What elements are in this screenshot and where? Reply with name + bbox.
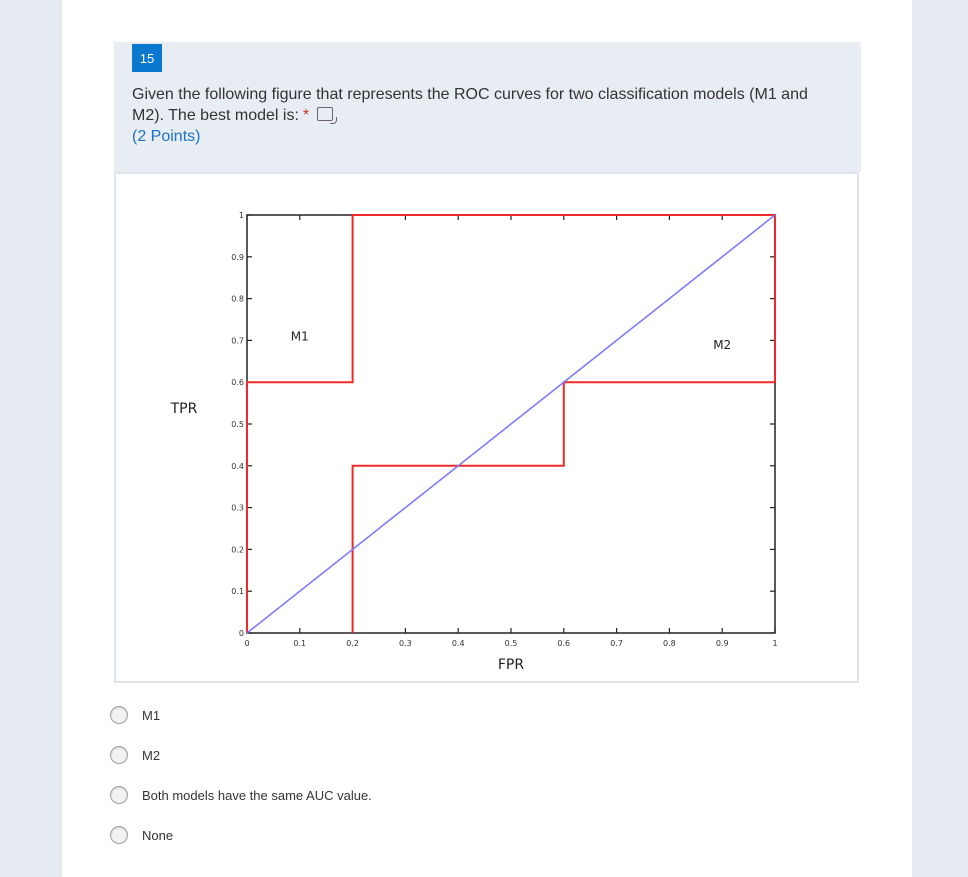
immersive-reader-icon[interactable]: [317, 107, 333, 121]
y-tick-label: 0.9: [231, 252, 244, 262]
x-tick-label: 0.9: [715, 639, 729, 648]
radio-m2[interactable]: [110, 746, 128, 764]
x-tick-label: 0.1: [293, 639, 307, 648]
option-label: None: [142, 827, 174, 843]
roc-chart: [116, 174, 857, 681]
y-tick-label: 0.5: [231, 420, 244, 429]
radio-none[interactable]: [110, 826, 128, 844]
radio-m1[interactable]: [110, 706, 128, 724]
option-label: M2: [142, 747, 161, 763]
x-tick-label: 0.2: [346, 639, 359, 648]
y-tick-label: 0.7: [231, 336, 244, 346]
x-tick-label: 0.6: [557, 639, 571, 648]
question-text-block: [132, 84, 832, 126]
required-mark: *: [302, 107, 310, 124]
diagonal-reference: [247, 215, 775, 633]
option-label: M1: [142, 707, 161, 723]
y-tick-label: 1: [238, 211, 244, 220]
curve-label: M2: [713, 337, 732, 352]
x-tick-label: 0.5: [504, 639, 518, 648]
x-tick-label: 0.8: [663, 639, 676, 648]
curve-label: M1: [290, 329, 309, 344]
y-tick-label: 0.8: [231, 294, 244, 304]
y-tick-label: 0.1: [231, 587, 244, 597]
y-tick-label: 0.4: [231, 461, 244, 471]
option-none[interactable]: [110, 823, 173, 847]
y-tick-label: 0: [238, 629, 244, 638]
y-tick-label: 0.3: [231, 503, 244, 513]
y-tick-label: 0.2: [231, 545, 244, 555]
x-tick-label: 0.3: [399, 639, 412, 648]
x-tick-label: 0: [244, 639, 250, 648]
x-tick-label: 1: [772, 639, 778, 648]
y-tick-label: 0.6: [231, 378, 244, 388]
option-label: Both models have the same AUC value.: [142, 787, 372, 803]
option-m2[interactable]: [110, 743, 160, 767]
series-m2: [353, 215, 775, 633]
y-axis-label: TPR: [170, 401, 198, 417]
x-tick-label: 0.4: [451, 639, 465, 648]
points-label: (2 Points): [132, 128, 201, 145]
option-same-auc[interactable]: [110, 783, 372, 807]
option-m1[interactable]: [110, 703, 160, 727]
question-number-badge: 15: [132, 44, 162, 72]
radio-same-auc[interactable]: [110, 786, 128, 804]
x-axis-label: FPR: [497, 657, 525, 673]
x-tick-label: 0.7: [610, 639, 623, 648]
question-image: [114, 172, 859, 683]
question-text: Given the following figure that represents the ROC curves for two classification models (M1 and M2). The best model is:: [132, 86, 808, 124]
